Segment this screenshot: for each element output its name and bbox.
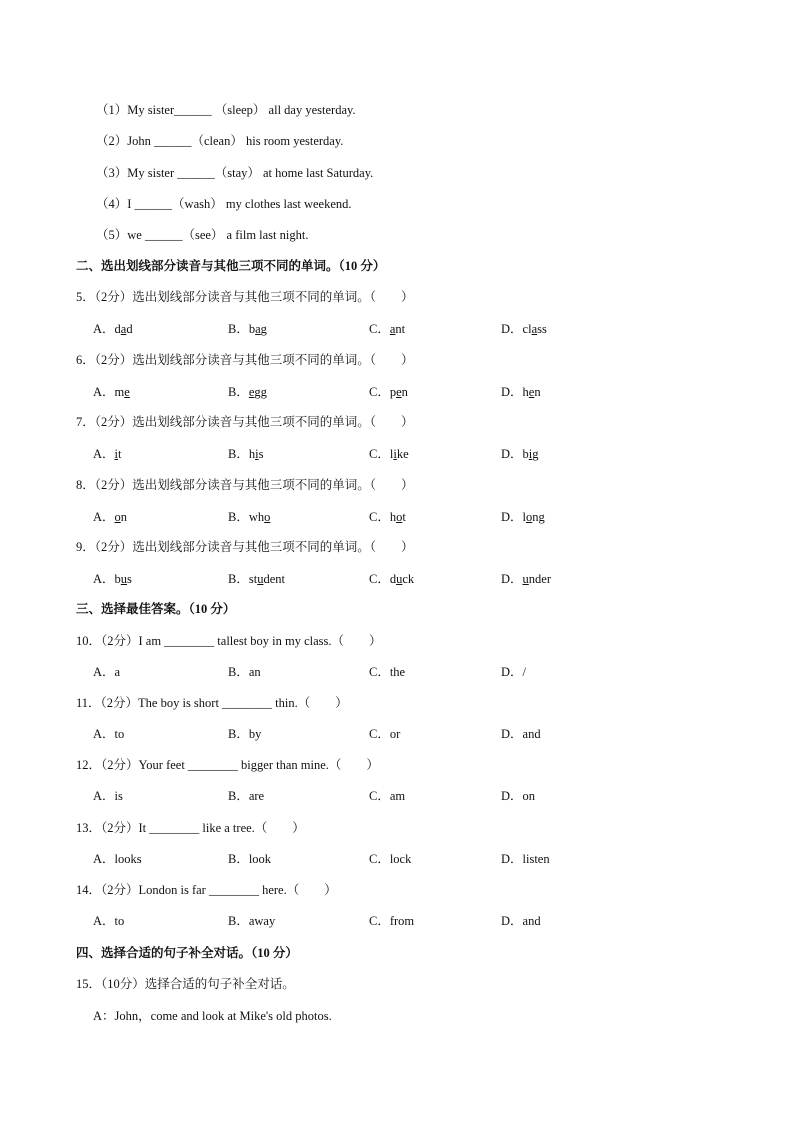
answer-option[interactable] xyxy=(501,384,541,400)
answer-option[interactable]: C．the xyxy=(369,665,406,679)
word-part: b xyxy=(522,447,529,461)
answer-option[interactable]: B．by xyxy=(228,727,262,741)
section-heading: 三、选择最佳答案。（10 分） xyxy=(76,602,236,616)
answer-option[interactable] xyxy=(228,509,270,525)
word-part: t xyxy=(402,510,406,524)
answer-option[interactable]: D．and xyxy=(501,727,541,741)
word-part: d xyxy=(114,322,121,336)
option-letter: B． xyxy=(228,510,249,524)
answer-option[interactable]: A．a xyxy=(93,665,121,679)
answer-option[interactable] xyxy=(93,446,122,462)
answer-option[interactable]: B．an xyxy=(228,665,261,679)
word-part: gg xyxy=(254,385,267,399)
underlined-letter: e xyxy=(396,385,402,399)
word-part: ke xyxy=(396,447,409,461)
option-letter: C． xyxy=(369,385,390,399)
answer-option[interactable]: D．listen xyxy=(501,852,550,866)
underlined-letter: e xyxy=(528,385,535,399)
word-part: t xyxy=(118,447,122,461)
answer-option[interactable] xyxy=(501,321,547,337)
underlined-letter: u xyxy=(120,572,128,586)
word-part: h xyxy=(248,447,256,461)
answer-option[interactable]: A．to xyxy=(93,914,125,928)
word-part: d xyxy=(126,322,133,336)
fill-item: （4）I ______（wash） my clothes last weekend. xyxy=(96,197,352,211)
option-letter: A． xyxy=(93,572,115,586)
answer-option[interactable]: B．away xyxy=(228,914,276,928)
answer-option[interactable]: C．from xyxy=(369,914,415,928)
option-letter: C． xyxy=(369,510,390,524)
answer-option[interactable] xyxy=(501,446,539,462)
underlined-letter: i xyxy=(528,447,533,461)
word-part: s xyxy=(127,572,132,586)
answer-option[interactable]: D．on xyxy=(501,789,536,803)
underlined-letter: a xyxy=(255,322,261,336)
underlined-letter: o xyxy=(526,510,533,524)
word-part: st xyxy=(248,572,258,586)
answer-option[interactable] xyxy=(369,509,406,525)
answer-option[interactable] xyxy=(501,509,545,525)
word-part: b xyxy=(248,322,256,336)
question-stem: 8．（2分）选出划线部分读音与其他三项不同的单词。（ ） xyxy=(76,478,414,492)
word-part: l xyxy=(522,510,527,524)
word-part: g xyxy=(260,322,267,336)
option-letter: D． xyxy=(501,510,523,524)
answer-option[interactable]: C．or xyxy=(369,727,401,741)
option-letter: D． xyxy=(501,572,523,586)
option-letter: B． xyxy=(228,447,249,461)
answer-option[interactable] xyxy=(369,321,405,337)
answer-option[interactable] xyxy=(228,321,267,337)
word-part: m xyxy=(114,385,125,399)
word-part: dent xyxy=(263,572,285,586)
option-letter: A． xyxy=(93,385,115,399)
answer-option[interactable]: A．looks xyxy=(93,852,142,866)
answer-option[interactable]: A．is xyxy=(93,789,123,803)
question-stem: 14．（2分）London is far ________ here.（ ） xyxy=(76,883,337,897)
underlined-letter: o xyxy=(396,510,403,524)
word-part: ng xyxy=(532,510,545,524)
word-part: s xyxy=(258,447,264,461)
word-part: nt xyxy=(395,322,406,336)
option-letter: C． xyxy=(369,322,390,336)
answer-option[interactable] xyxy=(369,571,414,587)
answer-option[interactable] xyxy=(228,446,263,462)
fill-item: （2）John ______（clean） his room yesterday. xyxy=(96,134,344,148)
question-stem: 9．（2分）选出划线部分读音与其他三项不同的单词。（ ） xyxy=(76,540,414,554)
answer-option[interactable] xyxy=(93,571,132,587)
question-stem: 11．（2分）The boy is short ________ thin.（ ） xyxy=(76,696,348,710)
option-letter: D． xyxy=(501,447,523,461)
word-part: cl xyxy=(522,322,532,336)
answer-option[interactable] xyxy=(228,384,267,400)
answer-option[interactable] xyxy=(369,446,409,462)
word-part: b xyxy=(114,572,121,586)
answer-option[interactable] xyxy=(93,384,130,400)
answer-option[interactable]: C．am xyxy=(369,789,406,803)
word-part: n xyxy=(401,385,408,399)
option-letter: A． xyxy=(93,447,115,461)
answer-option[interactable] xyxy=(369,384,408,400)
question-stem: 10．（2分）I am ________ tallest boy in my class.（ ） xyxy=(76,634,382,648)
question-stem: 5．（2分）选出划线部分读音与其他三项不同的单词。（ ） xyxy=(76,290,414,304)
answer-option[interactable] xyxy=(93,321,133,337)
option-letter: A． xyxy=(93,322,115,336)
underlined-letter: a xyxy=(120,322,127,336)
underlined-letter: e xyxy=(248,385,255,399)
option-letter: B． xyxy=(228,385,249,399)
dialogue-line: A：John，come and look at Mike's old photos. xyxy=(93,1009,332,1023)
underlined-letter: o xyxy=(114,510,121,524)
answer-option[interactable] xyxy=(228,571,285,587)
fill-item: （1）My sister______ （sleep） all day yesterday. xyxy=(96,103,356,117)
section-heading: 四、选择合适的句子补全对话。（10 分） xyxy=(76,946,298,960)
word-part: ss xyxy=(537,322,547,336)
option-letter: D． xyxy=(501,385,523,399)
word-part: n xyxy=(534,385,541,399)
underlined-letter: e xyxy=(124,385,130,399)
option-letter: A． xyxy=(93,510,115,524)
answer-option[interactable]: C．lock xyxy=(369,852,412,866)
underlined-letter: o xyxy=(264,510,271,524)
option-letter: B． xyxy=(228,322,249,336)
section-heading: 二、选出划线部分读音与其他三项不同的单词。（10 分） xyxy=(76,259,386,273)
underlined-letter: u xyxy=(522,572,529,586)
underlined-letter: u xyxy=(257,572,264,586)
option-letter: B． xyxy=(228,572,249,586)
question-stem: 13．（2分）It ________ like a tree.（ ） xyxy=(76,821,305,835)
option-letter: C． xyxy=(369,572,390,586)
fill-item: （5）we ______（see） a film last night. xyxy=(96,228,309,242)
word-part: h xyxy=(522,385,529,399)
word-part: h xyxy=(389,510,397,524)
word-part: p xyxy=(389,385,397,399)
underlined-letter: i xyxy=(114,447,119,461)
underlined-letter: u xyxy=(396,572,403,586)
word-part: nder xyxy=(528,572,551,586)
option-letter: D． xyxy=(501,322,523,336)
word-part: ck xyxy=(402,572,415,586)
answer-option[interactable] xyxy=(93,509,127,525)
option-letter: C． xyxy=(369,447,390,461)
word-part: wh xyxy=(248,510,265,524)
underlined-letter: i xyxy=(255,447,259,461)
word-part: l xyxy=(389,447,394,461)
fill-item: （3）My sister ______（stay） at home last Saturday. xyxy=(96,166,374,180)
question-stem: 7．（2分）选出划线部分读音与其他三项不同的单词。（ ） xyxy=(76,415,414,429)
answer-option[interactable] xyxy=(501,571,551,587)
answer-option[interactable]: A．to xyxy=(93,727,125,741)
question-stem: 6．（2分）选出划线部分读音与其他三项不同的单词。（ ） xyxy=(76,353,414,367)
answer-option[interactable]: B．look xyxy=(228,852,272,866)
answer-option[interactable]: D．and xyxy=(501,914,541,928)
underlined-letter: i xyxy=(393,447,397,461)
question-stem: 15．（10分）选择合适的句子补全对话。 xyxy=(76,977,295,991)
underlined-letter: a xyxy=(531,322,538,336)
question-stem: 12．（2分）Your feet ________ bigger than mine.（ ） xyxy=(76,758,379,772)
answer-option[interactable]: B．are xyxy=(228,789,265,803)
word-part: n xyxy=(120,510,128,524)
word-part: g xyxy=(532,447,539,461)
answer-option[interactable]: D．/ xyxy=(501,665,527,679)
word-part: d xyxy=(389,572,397,586)
underlined-letter: a xyxy=(389,322,396,336)
